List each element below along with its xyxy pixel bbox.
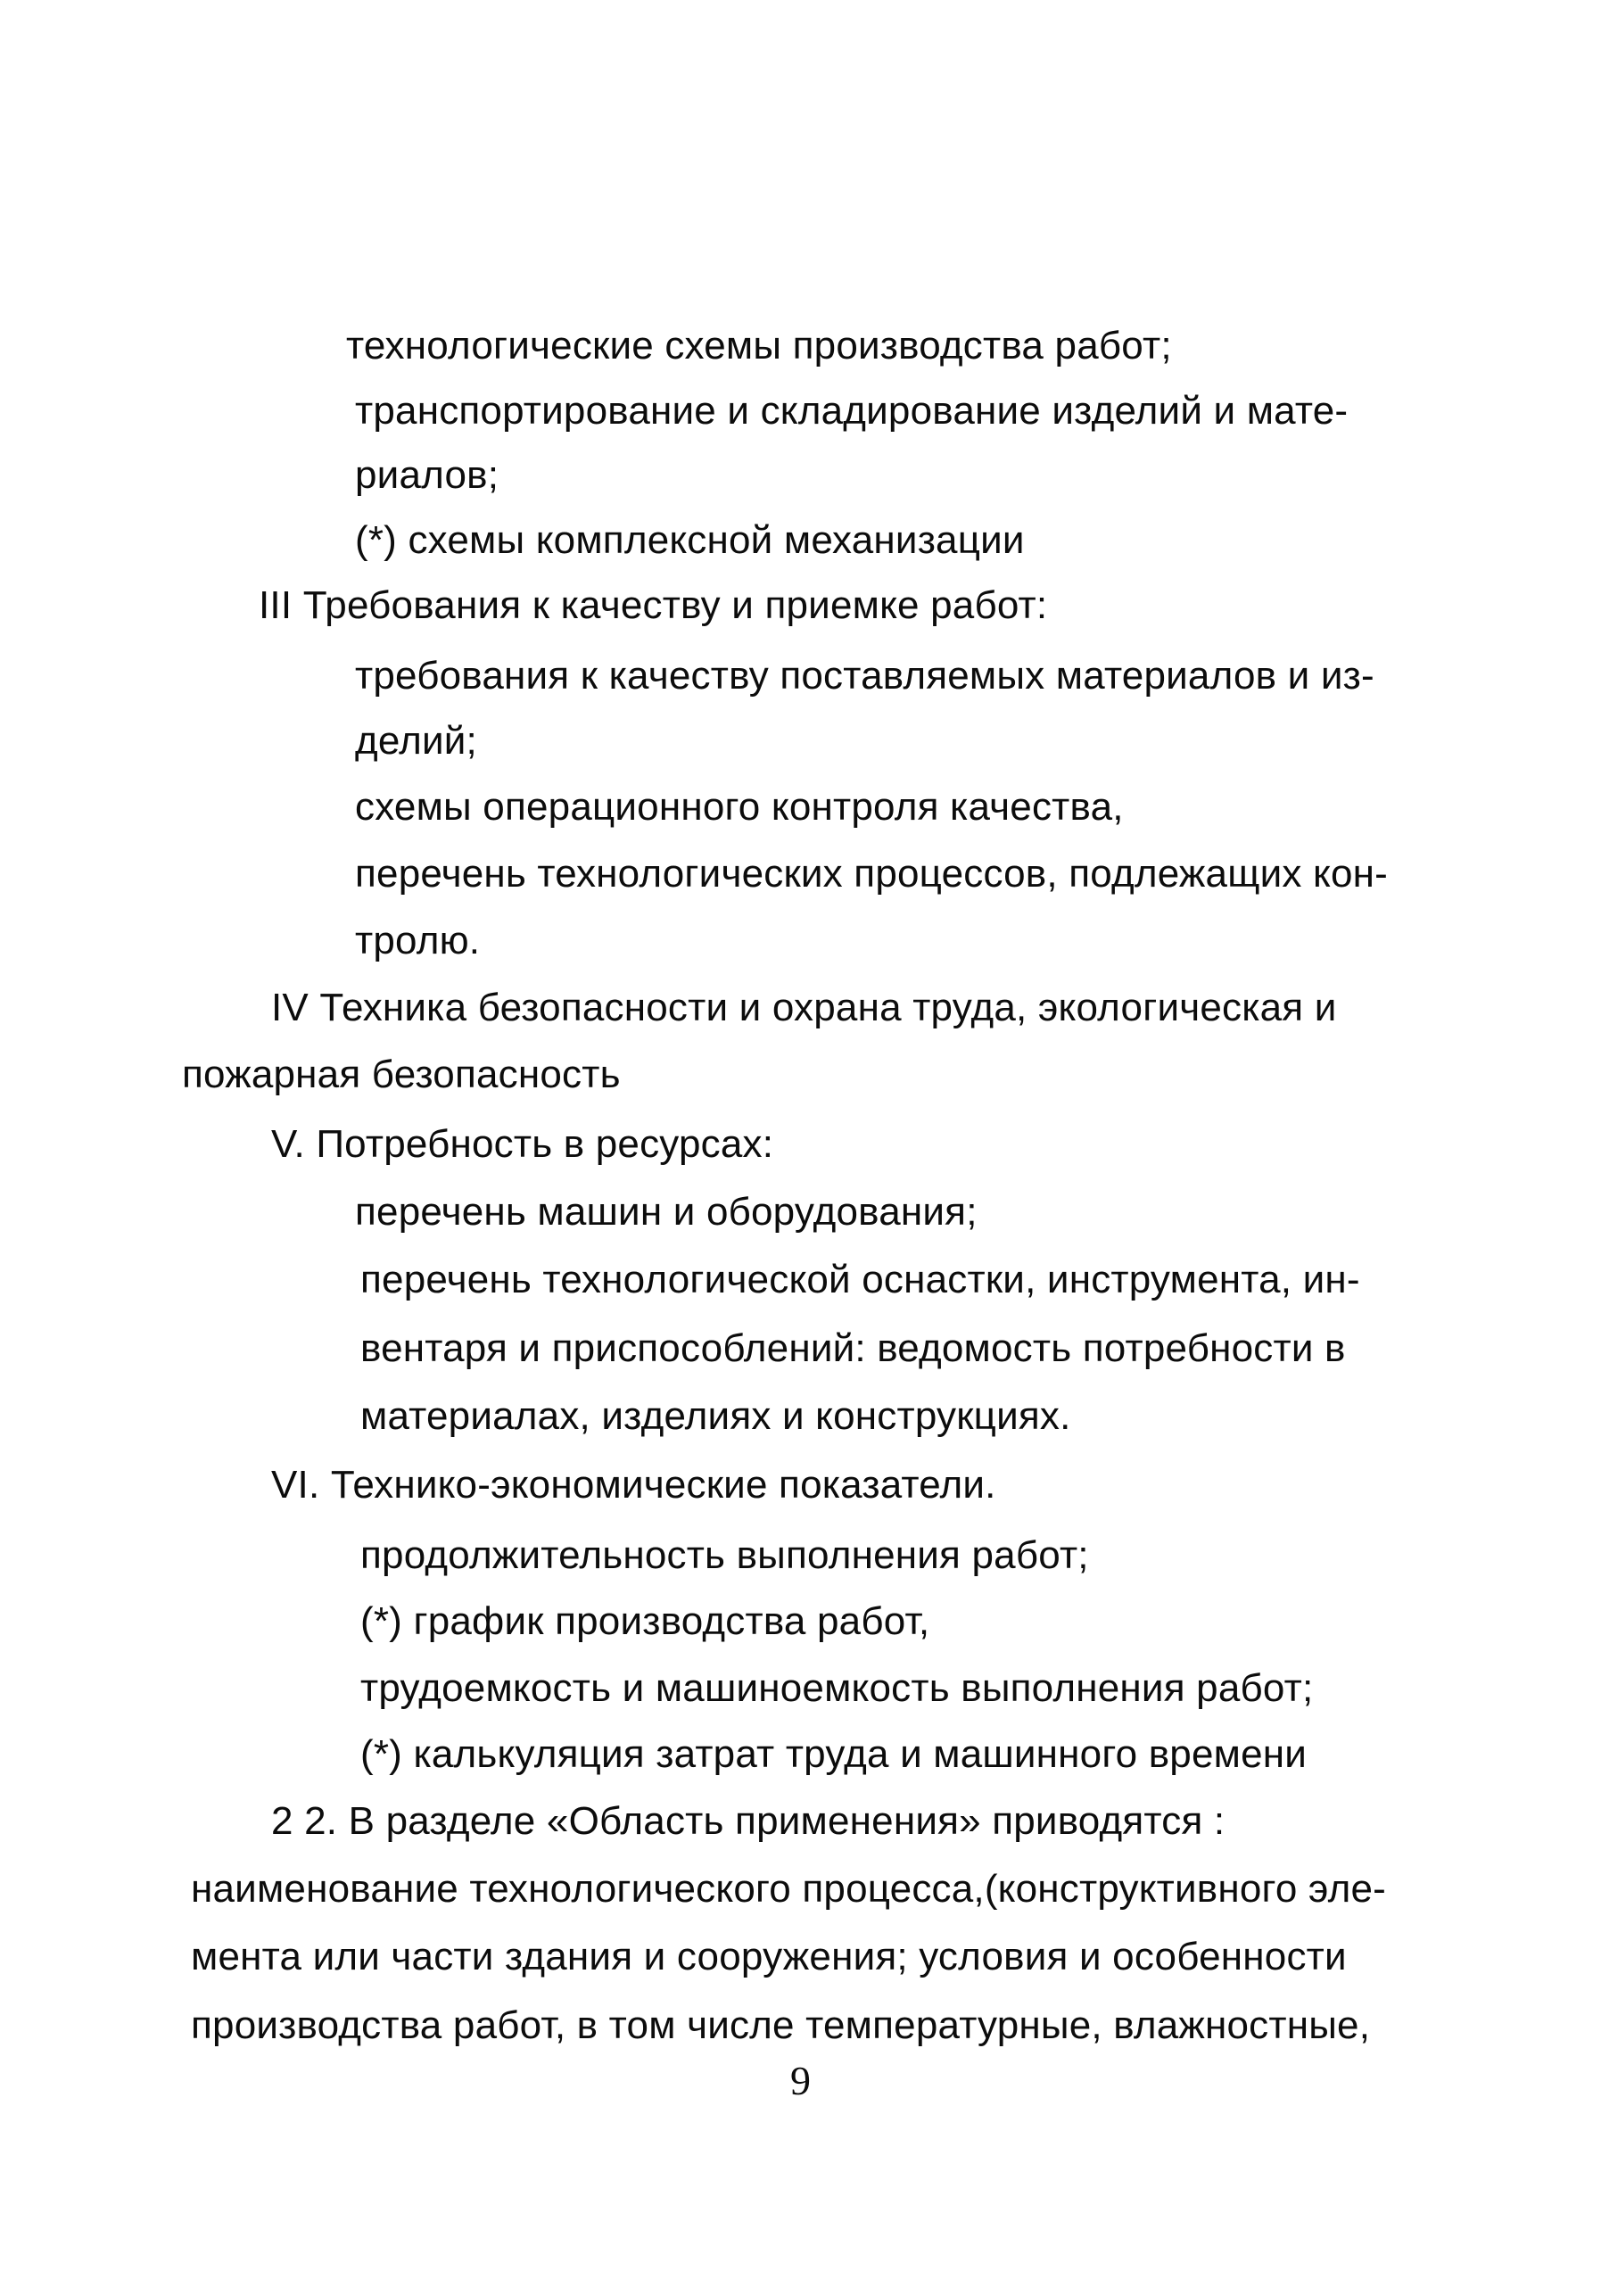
text-line: производства работ, в том числе температурные, влажностные,: [191, 2003, 1371, 2047]
text-line: (*) схемы комплексной механизации: [355, 518, 1025, 562]
text-line: схемы операционного контроля качества,: [355, 785, 1124, 829]
text-line: материалах, изделиях и конструкциях.: [360, 1394, 1071, 1438]
section-heading: IV Техника безопасности и охрана труда, экологическая и: [271, 986, 1337, 1029]
section-heading: пожарная безопасность: [182, 1053, 621, 1096]
text-line: (*) график производства работ,: [360, 1599, 930, 1643]
section-heading: V. Потребность в ресурсах:: [271, 1122, 774, 1166]
text-line: тролю.: [355, 919, 481, 962]
text-line: наименование технологического процесса,(конструктивного эле-: [191, 1867, 1386, 1911]
text-line: (*) калькуляция затрат труда и машинного времени: [360, 1732, 1308, 1776]
text-line: перечень машин и оборудования;: [355, 1190, 978, 1234]
text-line: трудоемкость и машиноемкость выполнения работ;: [360, 1666, 1314, 1710]
text-line: продолжительность выполнения работ;: [360, 1533, 1089, 1577]
section-heading: VI. Технико-экономические показатели.: [271, 1463, 996, 1507]
paragraph-heading: 2 2. В разделе «Область применения» приводятся :: [271, 1799, 1226, 1843]
text-line: перечень технологических процессов, подлежащих кон-: [355, 852, 1388, 896]
text-line: перечень технологической оснастки, инструмента, ин-: [360, 1258, 1360, 1301]
page-number: 9: [790, 2058, 811, 2103]
text-line: делий;: [355, 719, 477, 763]
section-heading: III Требования к качеству и приемке работ:: [259, 583, 1048, 627]
text-line: мента или части здания и сооружения; условия и особенности: [191, 1935, 1347, 1978]
text-line: транспортирование и складирование изделий и мате-: [355, 389, 1349, 433]
text-line: риалов;: [355, 453, 499, 497]
text-line: технологические схемы производства работ;: [346, 324, 1172, 368]
text-line: вентаря и приспособлений: ведомость потребности в: [360, 1326, 1346, 1370]
text-line: требования к качеству поставляемых материалов и из-: [355, 654, 1374, 698]
